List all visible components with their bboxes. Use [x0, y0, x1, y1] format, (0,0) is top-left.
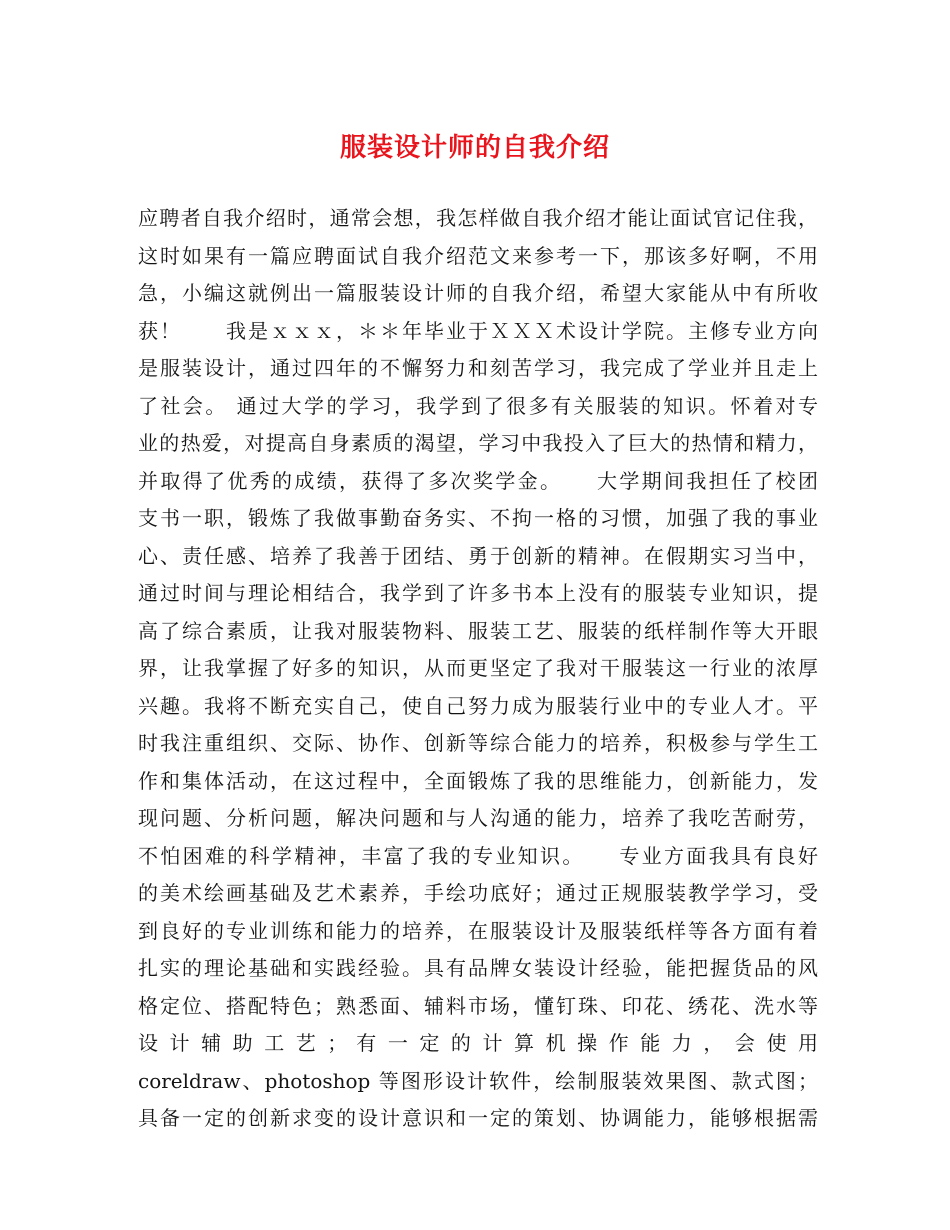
body-line: 到良好的专业训练和能力的培养，在服装设计及服装纸样等各方面有着 — [138, 918, 818, 943]
body-line: 格定位、搭配特色；熟悉面、辅料市场，懂钉珠、印花、绣花、洗水等 — [138, 993, 818, 1018]
body-line: 心、责任感、培养了我善于团结、勇于创新的精神。在假期实习当中， — [138, 543, 818, 568]
body-line: 具备一定的创新求变的设计意识和一定的策划、协调能力，能够根据需 — [138, 1106, 818, 1130]
body-line: 界，让我掌握了好多的知识，从而更坚定了我对干服装这一行业的浓厚 — [138, 656, 818, 680]
document-title: 服装设计师的自我介绍 — [339, 133, 610, 163]
document-body — [138, 200, 818, 1138]
body-line: 时我注重组织、交际、协作、创新等综合能力的培养，积极参与学生工 — [138, 731, 818, 755]
body-line: 急，小编这就例出一篇服装设计师的自我介绍，希望大家能从中有所收 — [138, 281, 818, 305]
body-line: 这时如果有一篇应聘面试自我介绍范文来参考一下，那该多好啊，不用 — [138, 243, 818, 268]
body-line: 通过时间与理论相结合，我学到了许多书本上没有的服装专业知识，提 — [138, 581, 818, 605]
body-line: 应聘者自我介绍时，通常会想，我怎样做自我介绍才能让面试官记住我， — [138, 206, 818, 230]
body-line: 获！ 我是ｘｘｘ，＊＊年毕业于ＸＸＸ术设计学院。主修专业方向 — [138, 318, 818, 343]
body-line: 了社会。 通过大学的学习，我学到了很多有关服装的知识。怀着对专 — [138, 393, 818, 418]
body-line: 是服装设计，通过四年的不懈努力和刻苦学习，我完成了学业并且走上 — [138, 356, 818, 380]
body-line: 设 计 辅 助 工 艺 ； 有 一 定 的 计 算 机 操 作 能 力 ， 会 使 用 — [138, 1031, 818, 1055]
body-line: 并取得了优秀的成绩，获得了多次奖学金。 大学期间我担任了校团 — [138, 468, 818, 493]
body-line: 兴趣。我将不断充实自己，使自己努力成为服装行业中的专业人才。平 — [138, 693, 818, 718]
body-line: 扎实的理论基础和实践经验。具有品牌女装设计经验，能把握货品的风 — [138, 956, 818, 980]
body-line: 不怕困难的科学精神，丰富了我的专业知识。 专业方面我具有良好 — [138, 843, 818, 868]
body-line: coreldraw、photoshop 等图形设计软件，绘制服装效果图、款式图； — [138, 1068, 818, 1093]
body-line: 作和集体活动，在这过程中，全面锻炼了我的思维能力，创新能力，发 — [138, 768, 818, 793]
body-line: 业的热爱，对提高自身素质的渴望，学习中我投入了巨大的热情和精力， — [138, 431, 818, 455]
body-line: 现问题、分析问题，解决问题和与人沟通的能力，培养了我吃苦耐劳， — [138, 806, 818, 830]
body-line: 高了综合素质，让我对服装物料、服装工艺、服装的纸样制作等大开眼 — [138, 618, 818, 643]
body-line: 支书一职，锻炼了我做事勤奋务实、不拘一格的习惯，加强了我的事业 — [138, 506, 818, 530]
body-line: 的美术绘画基础及艺术素养，手绘功底好；通过正规服装教学学习，受 — [138, 881, 818, 905]
